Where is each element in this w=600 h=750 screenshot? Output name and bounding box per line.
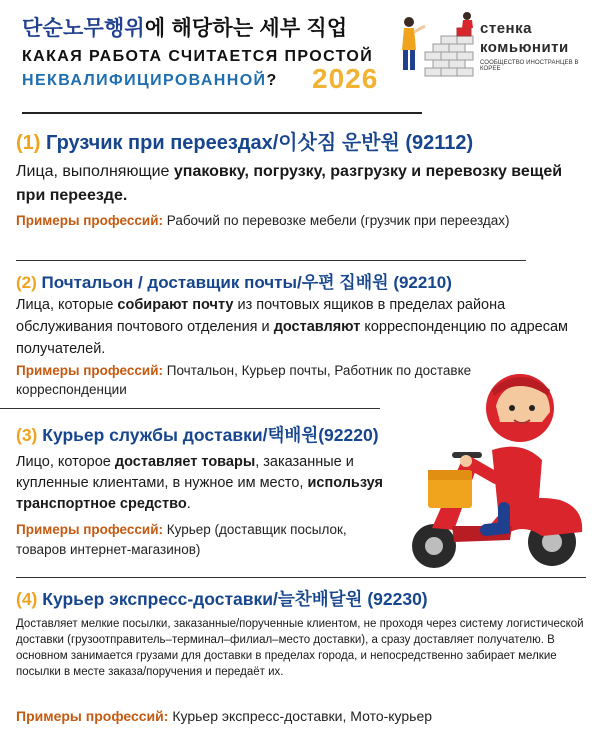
section-2-title-text: Почтальон / доставщик почты/우편 집배원	[41, 273, 389, 292]
header-title-ru-line2	[22, 72, 278, 90]
section-2-desc-bold-b: доставляют	[273, 319, 361, 335]
section-2-desc-text-c: корреспонденцию по адресам получателей.	[16, 319, 568, 357]
section-1-desc-bold: упаковку, погрузку, разгрузку и перевозку вещей при переезде.	[16, 163, 563, 204]
brand-tagline: СООБЩЕСТВО ИНОСТРАНЦЕВ В КОРЕЕ	[480, 60, 579, 72]
section-4-examples	[16, 706, 586, 726]
section-4-examples-label: Примеры профессий:	[16, 708, 169, 724]
header-title-rest: 에 해당하는 세부 직업	[144, 17, 348, 40]
section-3-desc-bold-b: используя транспортное средство	[16, 475, 384, 512]
section-4-examples-text: Курьер экспресс-доставки, Мото-курьер	[172, 708, 433, 724]
section-3-number: (3)	[16, 425, 38, 445]
section-1-examples-text: Рабочий по перевозке мебели (грузчик при переездах)	[166, 213, 510, 228]
section-divider-3	[16, 577, 586, 578]
section-divider-1	[16, 260, 526, 261]
section-3-examples-label: Примеры профессий:	[16, 522, 163, 537]
section-1-title	[16, 126, 473, 155]
header-divider	[22, 112, 422, 114]
section-4-description: Доставляет мелкие посылки, заказанные/порученные клиентом, не проходя через систему логистической доставки (грузоотправитель–терминал–филиал–место доставки), а сразу доставляет получателю. В основном занимается грузами для доставки в пределах города, и непосредственно забирает мелкие посылки в месте заказа/поручения и передаёт их.	[16, 618, 584, 678]
section-3-examples	[16, 520, 396, 560]
section-1-examples	[16, 211, 576, 230]
section-3-examples-text: Курьер (доставщик посылок, товаров интернет-магазинов)	[16, 522, 347, 557]
section-2-desc-text-b: из почтовых ящиков в пределах района обслуживания почтового отделения и	[16, 297, 506, 335]
section-3-desc-bold-a: доставляет товары	[114, 454, 256, 470]
section-2-code: (92210)	[393, 273, 452, 292]
section-3-title-text: Курьер службы доставки/택배원	[42, 425, 319, 445]
header-keyword: 단순노무행위	[22, 17, 145, 40]
brick-wall-illustration	[395, 10, 477, 88]
header-year: 2026	[312, 63, 379, 94]
section-4-number: (4)	[16, 589, 38, 609]
header-title-korean	[22, 12, 347, 42]
section-3-title	[16, 422, 379, 447]
section-2-desc-bold-a: собирают почту	[117, 297, 234, 313]
section-1-examples-label: Примеры профессий:	[16, 213, 163, 228]
courier-scooter-illustration	[392, 350, 592, 580]
section-2-title	[16, 268, 452, 293]
brand-name-line1: стенка	[480, 20, 532, 37]
section-1-number: (1)	[16, 132, 41, 154]
section-3-desc-text-c: .	[186, 496, 191, 512]
section-4-title	[16, 586, 428, 611]
header-title-ru-line1: КАКАЯ РАБОТА СЧИТАЕТСЯ ПРОСТОЙ	[22, 48, 374, 65]
section-3-desc-text-a: Лицо, которое	[16, 454, 115, 470]
brand-logo	[480, 20, 590, 72]
section-3-desc-text-b: , заказанные и купленные клиентами, в нужное им место,	[16, 454, 354, 491]
section-1-description	[16, 160, 576, 208]
section-divider-2	[0, 408, 380, 409]
section-1-desc-text: Лица, выполняющие	[16, 163, 174, 180]
header-title-ru-word: НЕКВАЛИФИЦИРОВАННОЙ	[22, 72, 267, 89]
section-2-desc-text-a: Лица, которые	[16, 297, 118, 313]
section-2-examples-label: Примеры профессий:	[16, 363, 163, 378]
section-2-examples-text: Почтальон, Курьер почты, Работник по доставке корреспонденции	[16, 363, 472, 397]
section-1-title-text: Грузчик при переездах/이삿짐 운반원	[46, 132, 400, 154]
section-4-title-text: Курьер экспресс-доставки/늘찬배달원	[42, 589, 363, 609]
section-1-code: (92112)	[405, 132, 474, 154]
section-4-code: (92230)	[367, 589, 428, 609]
section-2-number: (2)	[16, 273, 37, 292]
header-question-mark: ?	[266, 72, 278, 89]
section-3-code: (92220)	[318, 425, 379, 445]
section-3-description	[16, 452, 416, 515]
brand-name-line2: комьюнити	[480, 39, 569, 56]
